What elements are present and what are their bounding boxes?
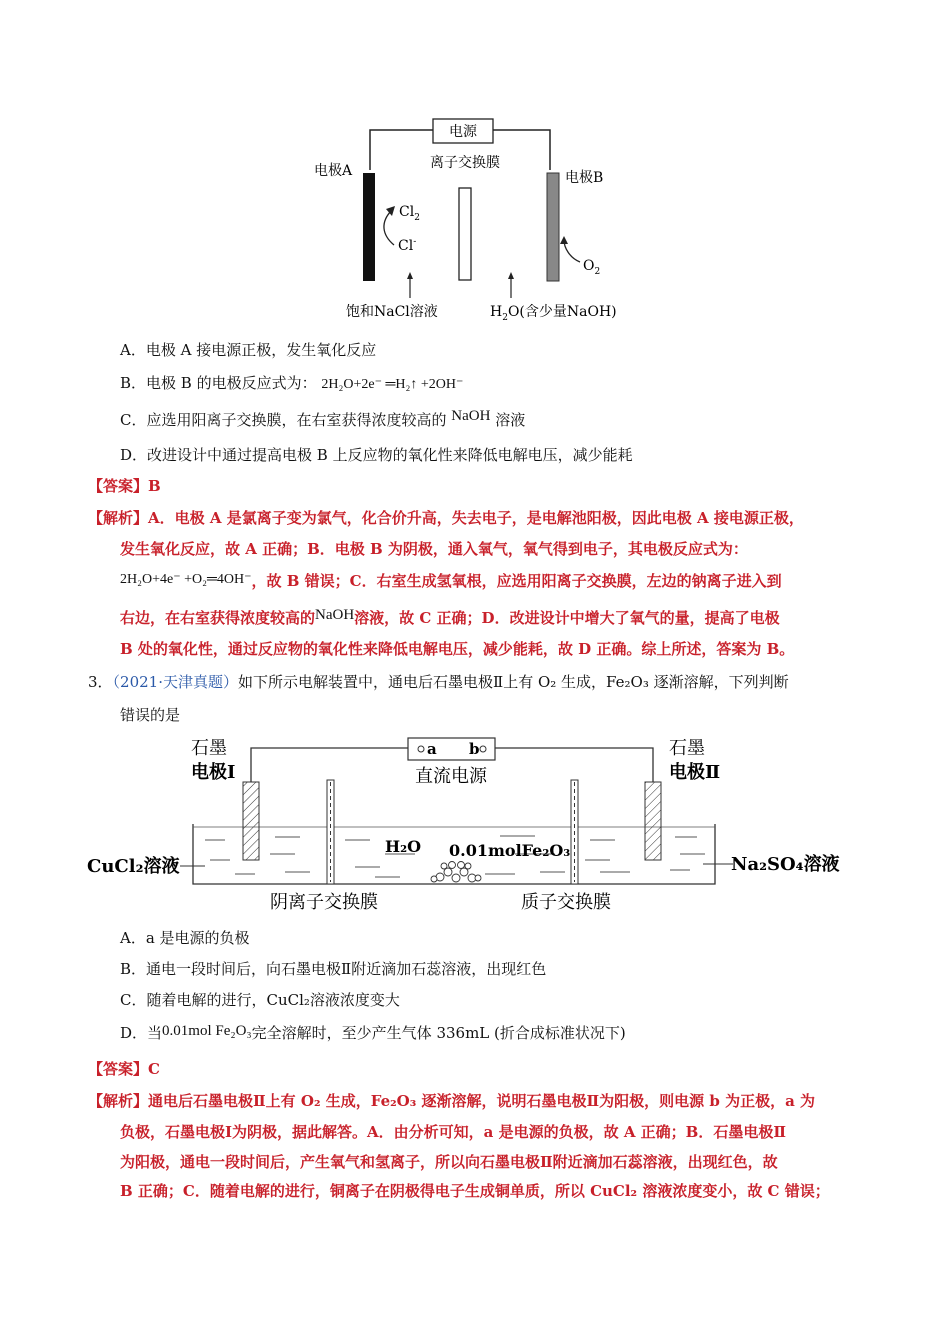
q2-option-a: A．电极 A 接电源正极，发生氧化反应 (120, 341, 377, 359)
q3-analysis-label: 【解析】 (88, 1092, 149, 1110)
left-solution-label: 饱和NaCl溶液 (346, 304, 438, 320)
q2-analysis-line-3: 2H₂O+4e⁻ +O₂═4OH⁻，故 B 错误；C．右室生成氢氧根，应选用阳离子交换膜，左边的钠离子进入到 (120, 572, 782, 590)
na2so4-label: Na₂SO₄溶液 (731, 854, 840, 875)
power-label: 电源 (449, 124, 477, 140)
q3-answer-label: 【答案】 (88, 1060, 149, 1078)
electrolysis-diagram-2 (85, 732, 855, 917)
terminal-b: b (469, 740, 480, 758)
right-electrode-label-1: 石墨 (669, 738, 705, 759)
q3-option-a: A．a 是电源的负极 (120, 929, 250, 947)
q3-analysis-line-2: 负极，石墨电极Ⅰ为阴极，据此解答。A．由分析可知，a 是电源的负极，故 A 正确；B．石墨电极Ⅱ (120, 1123, 787, 1141)
q2-option-d: D．改进设计中通过提高电极 B 上反应物的氧化性来降低电解电压，减少能耗 (120, 446, 633, 464)
q2-answer-value: B (148, 477, 161, 495)
q2-analysis-label: 【解析】 (88, 509, 149, 527)
fe2o3-label: 0.01molFe₂O₃ (449, 841, 571, 860)
q3-option-d: D．当0.01mol Fe₂O₃完全溶解时，至少产生气体 336mL (折合成标准状况下) (120, 1023, 626, 1042)
q3-option-b: B．通电一段时间后，向石墨电极Ⅱ附近滴加石蕊溶液，出现红色 (120, 960, 547, 978)
dc-power-label: 直流电源 (415, 766, 487, 787)
q3-option-d-formula: 0.01mol Fe₂O₃ (162, 1023, 252, 1039)
graphite-electrode-2 (645, 782, 661, 860)
terminal-a: a (427, 740, 437, 758)
electrode-b-label: 电极B (565, 170, 604, 186)
cl-to-cl2-arrow (384, 210, 394, 245)
q3-stem-line-2: 错误的是 (120, 706, 181, 724)
ion-exchange-membrane (459, 188, 471, 280)
q3-analysis-line-4: B 正确；C．随着电解的进行，铜离子在阴极得电子生成铜单质，所以 CuCl₂ 溶液浓度变小，故 C 错误； (120, 1182, 830, 1200)
q3-stem-line-1 (88, 671, 789, 693)
q3-option-c: C．随着电解的进行，CuCl₂溶液浓度变大 (120, 991, 400, 1009)
cucl2-label: CuCl₂溶液 (87, 856, 180, 877)
q3-answer (88, 1058, 160, 1080)
o2-label: $O_2$ (583, 258, 601, 277)
cl-label: Cl- (398, 237, 417, 254)
anion-membrane-label: 阴离子交换膜 (270, 892, 378, 913)
q2-analysis-line-1: 【解析】A．电极 A 是氯离子变为氯气，化合价升高，失去电子，是电解池阳极，因此电极 A 接电源正极， (88, 509, 804, 527)
q2-answer (88, 475, 161, 497)
q3-analysis-line-3: 为阳极，通电一段时间后，产生氧气和氢离子，所以向石墨电极Ⅱ附近滴加石蕊溶液，出现红色，故 (120, 1153, 778, 1171)
q2-option-b-formula: 2H₂O+2e⁻ ═H₂↑ +2OH⁻ (321, 377, 464, 392)
q2-option-c-pre: C．应选用阳离子交换膜，在右室获得浓度较高的 (120, 411, 447, 429)
q2-option-c-post: 溶液 (495, 411, 526, 429)
proton-membrane-label: 质子交换膜 (521, 892, 611, 913)
q3-source: （2021·天津真题） (112, 673, 238, 691)
left-electrode-label-1: 石墨 (191, 738, 227, 759)
q2-analysis-line-2: 发生氧化反应，故 A 正确；B．电极 B 为阴极，通入氧气，氧气得到电子，其电极反应式为： (120, 540, 748, 558)
membrane-label: 离子交换膜 (430, 155, 500, 171)
q2-option-c-naoh: NaOH (451, 408, 491, 424)
right-solution-label: $H_2O$(含少量NaOH) (490, 304, 617, 323)
cl2-label: $Cl_2$ (399, 204, 420, 223)
electrolysis-diagram-1 (300, 110, 650, 325)
electrode-a (363, 173, 375, 281)
q2-answer-label: 【答案】 (88, 477, 149, 495)
electrode-b (547, 173, 559, 281)
left-electrode-label-2: 电极Ⅰ (191, 762, 236, 783)
q2-option-b (120, 372, 463, 396)
q2-analysis-line-4: 右边，在右室获得浓度较高的NaOH溶液，故 C 正确；D．改进设计中增大了氧气的量，提高了电极 (120, 607, 780, 627)
electrode-a-label: 电极A (314, 163, 353, 179)
q2-option-b-text: B．电极 B 的电极反应式为： (120, 374, 317, 392)
fe2o3-particles (431, 862, 481, 883)
q3-answer-value: C (148, 1060, 160, 1078)
q2-analysis-line-5: B 处的氧化性，通过反应物的氧化性来降低电解电压，减少能耗，故 D 正确。综上所述，答案为 B。 (120, 640, 795, 658)
right-electrode-label-2: 电极Ⅱ (669, 762, 721, 783)
q2-analysis-formula: 2H₂O+4e⁻ +O₂═4OH⁻ (120, 572, 252, 587)
graphite-electrode-1 (243, 782, 259, 860)
h2o-label: H₂O (385, 837, 422, 856)
q3-analysis-line-1: 【解析】通电后石墨电极Ⅱ上有 O₂ 生成，Fe₂O₃ 逐渐溶解，说明石墨电极Ⅱ为阳极，则电源 b 为正极，a 为 (88, 1092, 816, 1110)
q3-stem-1: 如下所示电解装置中，通电后石墨电极Ⅱ上有 O₂ 生成，Fe₂O₃ 逐渐溶解，下列判断 (238, 673, 789, 691)
q3-number: 3． (88, 673, 113, 691)
q2-option-c (120, 409, 525, 432)
